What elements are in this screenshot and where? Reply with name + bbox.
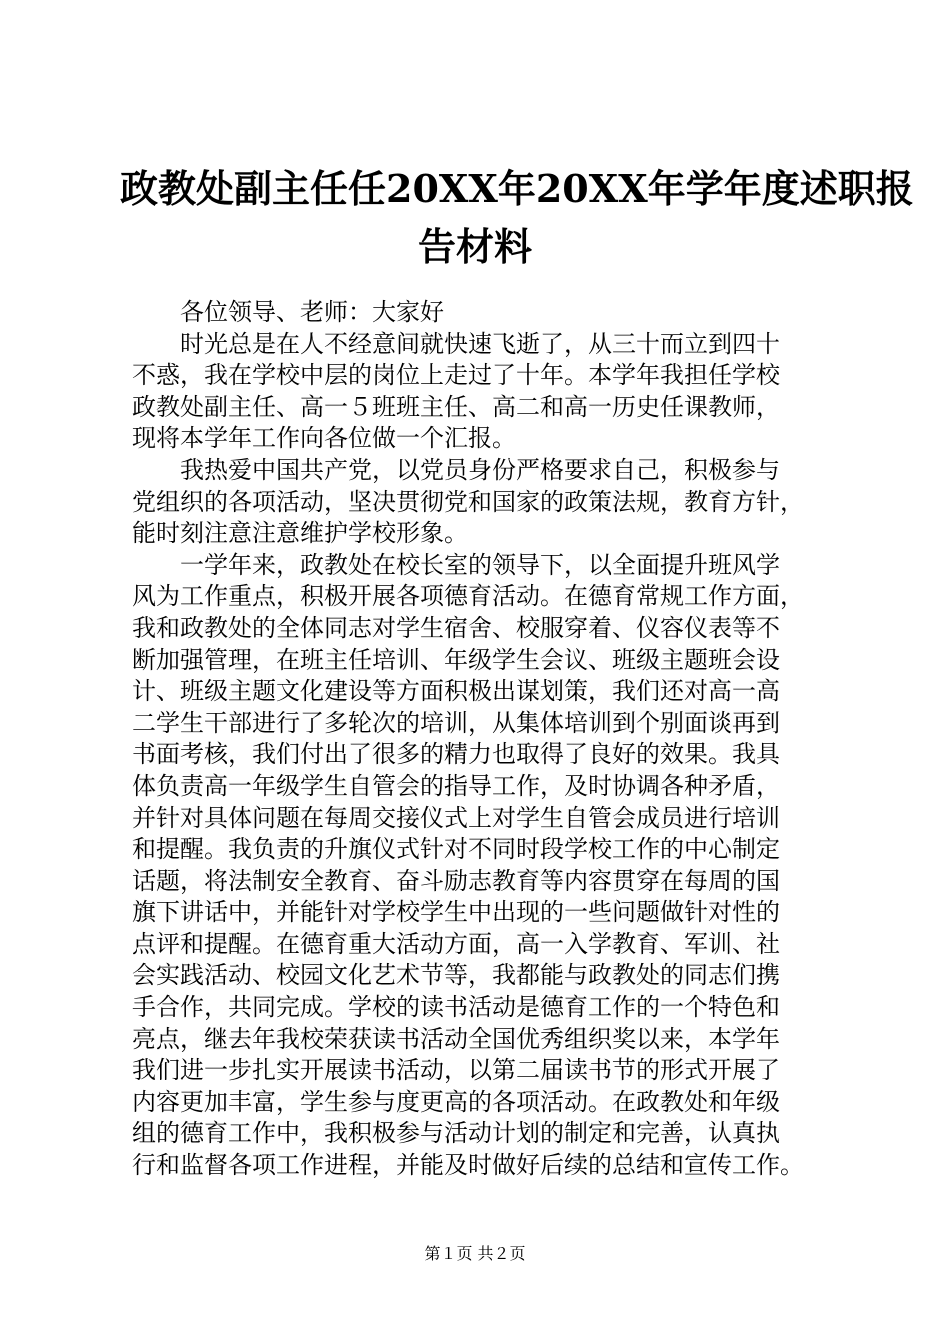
paragraph-line: 手合作，共同完成。学校的读书活动是德育工作的一个特色和: [132, 993, 780, 1022]
paragraph-line: 计、班级主题文化建设等方面积极出谋划策，我们还对高一高: [132, 677, 780, 706]
title-line-2: 告材料: [417, 224, 532, 269]
paragraph-line: 现将本学年工作向各位做一个汇报。: [132, 424, 516, 453]
page-number-label: 第１页 共２页: [424, 1244, 526, 1263]
paragraph-line: 和提醒。我负责的升旗仪式针对不同时段学校工作的中心制定: [132, 835, 780, 864]
paragraph-line: 并针对具体问题在每周交接仪式上对学生自管会成员进行培训: [132, 803, 780, 832]
document-title: [120, 160, 914, 276]
page-footer: [0, 1243, 950, 1265]
paragraph-line: 旗下讲话中，并能针对学校学生中出现的一些问题做针对性的: [132, 898, 780, 927]
paragraph-line: 话题，将法制安全教育、奋斗励志教育等内容贯穿在每周的国: [132, 866, 780, 895]
paragraph-line: 一学年来，政教处在校长室的领导下，以全面提升班风学: [180, 550, 780, 579]
paragraph-line: 点评和提醒。在德育重大活动方面，高一入学教育、军训、社: [132, 929, 780, 958]
paragraph-line: 不惑，我在学校中层的岗位上走过了十年。本学年我担任学校: [132, 361, 780, 390]
paragraph-line: 二学生干部进行了多轮次的培训，从集体培训到个别面谈再到: [132, 708, 780, 737]
paragraph-line: 我和政教处的全体同志对学生宿舍、校服穿着、仪容仪表等不: [132, 613, 780, 642]
paragraph-line: 书面考核，我们付出了很多的精力也取得了良好的效果。我具: [132, 740, 780, 769]
paragraph-line: 断加强管理，在班主任培训、年级学生会议、班级主题班会设: [132, 645, 780, 674]
paragraph-line: 内容更加丰富，学生参与度更高的各项活动。在政教处和年级: [132, 1087, 780, 1116]
paragraph-line: 能时刻注意注意维护学校形象。: [132, 519, 468, 548]
paragraph-line: 我们进一步扎实开展读书活动，以第二届读书节的形式开展了: [132, 1056, 780, 1085]
paragraph-line: 党组织的各项活动，坚决贯彻党和国家的政策法规，教育方针，: [132, 487, 804, 516]
paragraph-line: 行和监督各项工作进程，并能及时做好后续的总结和宣传工作。: [132, 1151, 804, 1180]
greeting-line: 各位领导、老师：大家好: [180, 298, 444, 326]
paragraph-line: 政教处副主任、高一５班班主任、高二和高一历史任课教师，: [132, 392, 780, 421]
paragraph-line: 我热爱中国共产党，以党员身份严格要求自己，积极参与: [180, 455, 780, 484]
paragraph-line: 亮点，继去年我校荣获读书活动全国优秀组织奖以来，本学年: [132, 1024, 780, 1053]
document-body: [132, 297, 832, 1182]
paragraph-line: 时光总是在人不经意间就快速飞逝了，从三十而立到四十: [180, 329, 780, 358]
paragraph-line: 风为工作重点，积极开展各项德育活动。在德育常规工作方面，: [132, 582, 804, 611]
paragraph-line: 体负责高一年级学生自管会的指导工作，及时协调各种矛盾，: [132, 771, 780, 800]
paragraph-line: 组的德育工作中，我积极参与活动计划的制定和完善，认真执: [132, 1119, 780, 1148]
paragraph-line: 会实践活动、校园文化艺术节等，我都能与政教处的同志们携: [132, 961, 780, 990]
title-line-1: 政教处副主任任20XX年20XX年学年度述职报: [120, 166, 914, 211]
